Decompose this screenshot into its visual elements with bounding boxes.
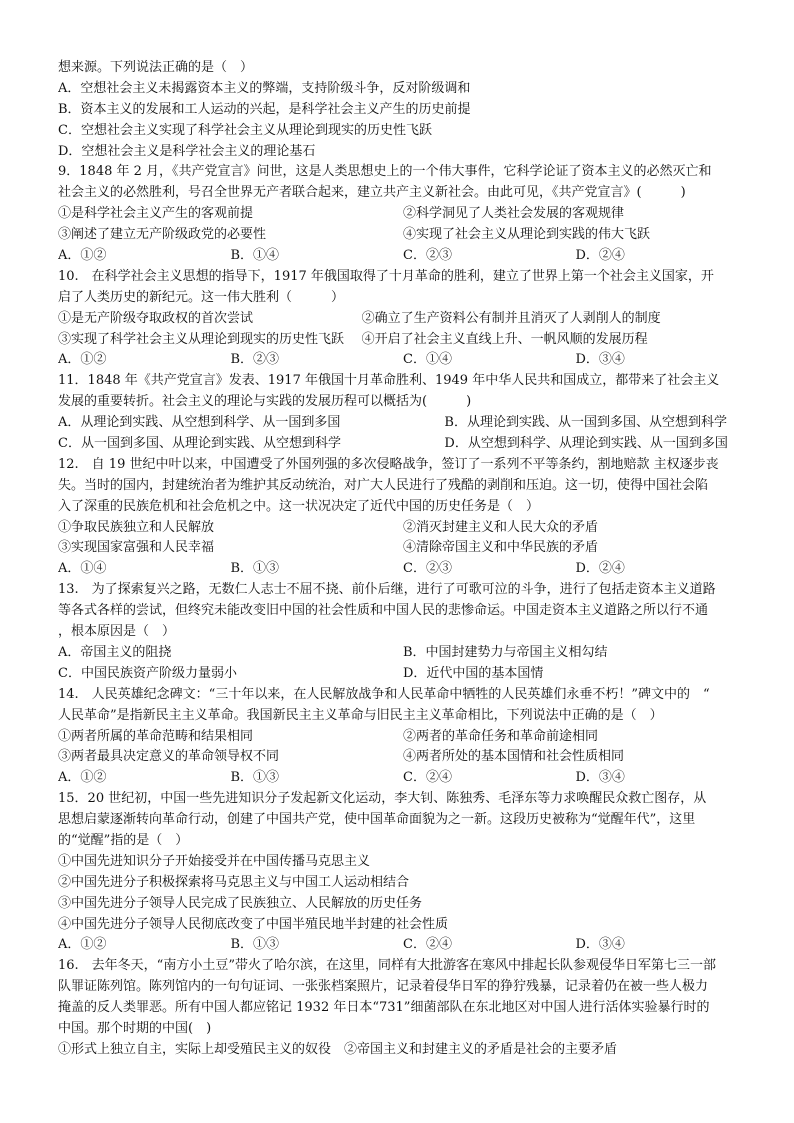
q9-choice-c: C．②③ [403, 248, 452, 264]
q16-stem-line: 16. 去年冬天，“南方小土豆”带火了哈尔滨，在这里，同样有大批游客在寒风中排起长队参观侵华日军第七三一部 [58, 958, 716, 974]
q9-statement-3: ③阐述了建立无产阶级政党的必要性 [58, 227, 267, 243]
q14-choice-a: A．①② [58, 770, 107, 786]
q13-option-b: B．中国封建势力与帝国主义相勾结 [403, 644, 608, 660]
q15-choices-row [58, 935, 748, 956]
q14-choice-c: C．②④ [403, 770, 452, 786]
q13-stem-line: 等各式各样的尝试，但终究未能改变旧中国的社会性质和中国人民的悲惨命运。中国走资本主义道路之所以行不通 [58, 603, 709, 619]
q10-statement-4: ④开启了社会主义直线上升、一帆风顺的发展历程 [361, 331, 648, 347]
q10-stem-line: 启了人类历史的新纪元。这一伟大胜利（ ） [58, 289, 345, 305]
q14-statement-1: ①两者所属的革命范畴和结果相同 [58, 728, 254, 744]
q12-statements-row [58, 538, 748, 559]
q12-stem-line: 12. 自 19 世纪中叶以来，中国遭受了外国列强的多次侵略战争，签订了一系列不平等条约，割地赔款 主权逐步丧 [58, 456, 719, 472]
q11-option-b: B．从理论到实践、从一国到多国、从空想到科学 [444, 415, 727, 431]
q9-statements-row [58, 204, 748, 225]
q11-options-row [58, 413, 748, 434]
q11-stem-line: 发展的重要转折。社会主义的理论与实践的发展历程可以概括为( ) [58, 394, 472, 410]
q15-stem-line: 思想启蒙逐渐转向革命行动，创建了中国共产党，使中国革命面貌为之一新。这段历史被称为“觉醒年代”，这里 [58, 812, 696, 828]
q12-choice-d: D．②④ [575, 561, 625, 577]
q12-statement-2: ②消灭封建主义和人民大众的矛盾 [403, 519, 599, 535]
q11-options-row [58, 434, 748, 455]
q9-stem-line: 9．1848 年 2 月，《共产党宣言》问世，这是人类思想史上的一个伟大事件，它科学论证了资本主义的必然灭亡和 [58, 164, 712, 180]
q13-stem-line: ，根本原因是（ ） [58, 624, 176, 640]
q9-choice-d: D．②④ [575, 248, 625, 264]
q10-stem-line: 10. 在科学社会主义思想的指导下，1917 年俄国取得了十月革命的胜利，建立了世界上第一个社会主义国家，开 [58, 268, 714, 284]
q9-stem-line: 社会主义的必然胜利，号召全世界无产者联合起来，建立共产主义新社会。由此可见，《共产党宣言》( ) [58, 185, 686, 201]
q15-statement-1: ①中国先进知识分子开始接受并在中国传播马克思主义 [58, 853, 371, 869]
q8-option-d: D．空想社会主义是科学社会主义的理论基石 [58, 143, 316, 159]
q10-choice-a: A．①② [58, 352, 107, 368]
q10-statements-row [58, 309, 748, 330]
q9-statement-1: ①是科学社会主义产生的客观前提 [58, 206, 254, 222]
q11-option-a: A．从理论到实践、从空想到科学、从一国到多国 [58, 415, 341, 431]
q13-stem-line: 13. 为了探索复兴之路，无数仁人志士不屈不挠、前仆后继，进行了可歌可泣的斗争，进行了包括走资本主义道路 [58, 582, 716, 598]
q9-choices-row [58, 246, 748, 267]
q12-stem-line: 入了深重的民族危机和社会危机之中。这一状况决定了近代中国的历史任务是（ ） [58, 498, 540, 514]
q14-choice-b: B．①③ [230, 770, 280, 786]
q12-stem-line: 失。当时的国内，封建统治者为维护其反动统治，对广大人民进行了残酷的剥削和压迫。这一切，使得中国社会陷 [58, 477, 709, 493]
q16-stem-line: 掩盖的反人类罪恶。所有中国人都应铭记 1932 年日本“731”细菌部队在东北地区对中国人进行活体实验暴行时的 [58, 1000, 710, 1016]
q10-choice-b: B．②③ [230, 352, 280, 368]
q14-statement-3: ③两者最具决定意义的革命领导权不同 [58, 749, 280, 765]
q15-choice-c: C．②④ [403, 937, 452, 953]
q12-choice-b: B．①③ [230, 561, 280, 577]
q15-statement-3: ③中国先进分子领导人民完成了民族独立、人民解放的历史任务 [58, 895, 423, 911]
q12-statement-1: ①争取民族独立和人民解放 [58, 519, 215, 535]
q14-statement-2: ②两者的革命任务和革命前途相同 [403, 728, 599, 744]
q16-statements-line: ①形式上独立自主，实际上却受殖民主义的奴役 ②帝国主义和封建主义的矛盾是社会的主要矛盾 [58, 1041, 618, 1057]
q16-stem-line: 队罪证陈列馆。陈列馆内的一句句证词、一张张档案照片，记录着侵华日军的狰狞残暴，记录着仍在被一些人极力 [58, 979, 709, 995]
q10-statements-row [58, 330, 748, 351]
q14-choices-row [58, 768, 748, 789]
exam-page [58, 58, 748, 1061]
q15-choice-d: D．③④ [575, 937, 625, 953]
q12-statement-4: ④清除帝国主义和中华民族的矛盾 [403, 540, 599, 556]
q8-option-c: C．空想社会主义实现了科学社会主义从理论到现实的历史性飞跃 [58, 122, 432, 138]
q13-options-row [58, 664, 748, 685]
q9-statement-2: ②科学洞见了人类社会发展的客观规律 [403, 206, 625, 222]
q10-choice-c: C．①④ [403, 352, 452, 368]
q9-choice-b: B．①④ [230, 248, 280, 264]
q14-statements-row [58, 747, 748, 768]
q10-statement-3: ③实现了科学社会主义从理论到现实的历史性飞跃 [58, 331, 345, 347]
q15-choice-b: B．①③ [230, 937, 280, 953]
q11-option-d: D．从空想到科学、从理论到实践、从一国到多国 [444, 436, 728, 452]
q14-statement-4: ④两者所处的基本国情和社会性质相同 [403, 749, 625, 765]
q13-option-a: A．帝国主义的阻挠 [58, 644, 172, 660]
q12-choices-row [58, 559, 748, 580]
q11-option-c: C．从一国到多国、从理论到实践、从空想到科学 [58, 436, 341, 452]
q8-option-a: A．空想社会主义未揭露资本主义的弊端，支持阶级斗争，反对阶级调和 [58, 80, 471, 96]
q14-statements-row [58, 727, 748, 748]
q16-stem-line: 中国。那个时期的中国( ) [58, 1020, 212, 1036]
q13-option-c: C．中国民族资产阶级力量弱小 [58, 665, 237, 681]
q13-options-row [58, 643, 748, 664]
q15-stem-line: 15．20 世纪初，中国一些先进知识分子发起新文化运动，李大钊、陈独秀、毛泽东等力求唤醒民众救亡图存，从 [58, 791, 707, 807]
q15-statement-2: ②中国先进分子积极探索将马克思主义与中国工人运动相结合 [58, 874, 410, 890]
q14-choice-d: D．③④ [575, 770, 625, 786]
q10-choice-d: D．③④ [575, 352, 625, 368]
q14-stem-line: 人民革命”是指新民主主义革命。我国新民主主义革命与旧民主主义革命相比，下列说法中正确的是（ ） [58, 707, 663, 723]
q11-stem-line: 11．1848 年《共产党宣言》发表、1917 年俄国十月革命胜利、1949 年中华人民共和国成立，都带来了社会主义 [58, 373, 720, 389]
q13-option-d: D．近代中国的基本国情 [403, 665, 544, 681]
q15-stem-line: 的“觉醒”指的是（ ） [58, 832, 189, 848]
q12-choice-c: C．②③ [403, 561, 452, 577]
q9-statement-4: ④实现了社会主义从理论到实践的伟大飞跃 [403, 227, 651, 243]
q9-choice-a: A．①② [58, 248, 107, 264]
q9-statements-row [58, 225, 748, 246]
q15-statement-4: ④中国先进分子领导人民彻底改变了中国半殖民地半封建的社会性质 [58, 916, 449, 932]
q14-stem-line: 14. 人民英雄纪念碑文：“三十年以来，在人民解放战争和人民革命中牺牲的人民英雄们永垂不朽！”碑文中的 “ [58, 686, 710, 702]
q12-choice-a: A．①④ [58, 561, 107, 577]
q12-statements-row [58, 518, 748, 539]
q10-statement-2: ②确立了生产资料公有制并且消灭了人剥削人的制度 [361, 310, 661, 326]
q8-option-b: B．资本主义的发展和工人运动的兴起，是科学社会主义产生的历史前提 [58, 101, 471, 117]
q10-choices-row [58, 350, 748, 371]
q15-choice-a: A．①② [58, 937, 107, 953]
q12-statement-3: ③实现国家富强和人民幸福 [58, 540, 215, 556]
intro-line: 想来源。下列说法正确的是（ ） [58, 60, 254, 75]
q10-statement-1: ①是无产阶级夺取政权的首次尝试 [58, 310, 254, 326]
